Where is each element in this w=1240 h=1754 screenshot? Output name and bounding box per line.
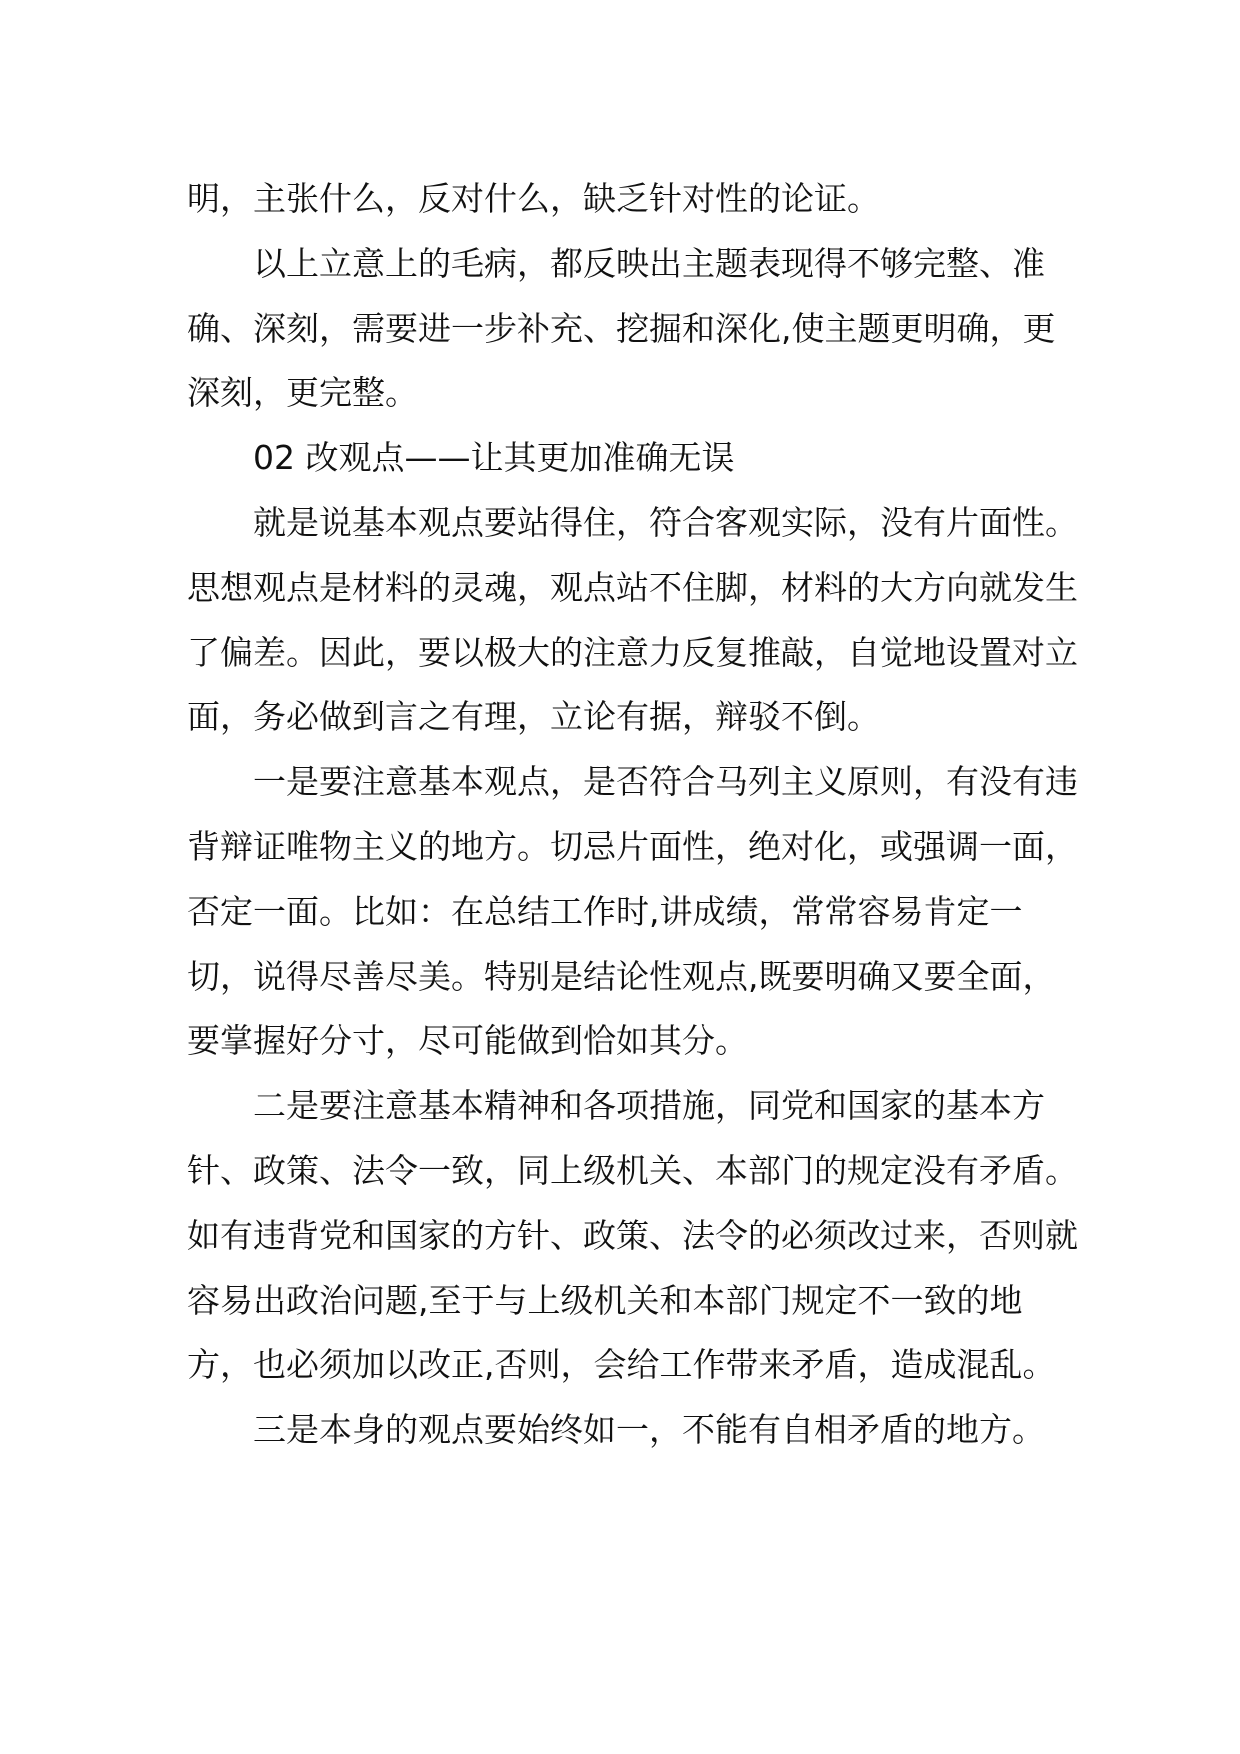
paragraph-5: 二是要注意基本精神和各项措施，同党和国家的基本方针、政策、法令一致，同上级机关、本部门的规定没有矛盾。如有违背党和国家的方针、政策、法令的必须改过来，否则就容易出政治问题,至于与上级机关和本部门规定不一致的地方，也必须加以改正,否则，会给工作带来矛盾，造成混乱。: [187, 1086, 1078, 1385]
paragraph-3: 就是说基本观点要站得住，符合客观实际，没有片面性。思想观点是材料的灵魂，观点站不住脚，材料的大方向就发生了偏差。因此，要以极大的注意力反复推敲，自觉地设置对立面，务必做到言之有理，立论有据，辩驳不倒。: [187, 502, 1078, 737]
paragraph-1: 明，主张什么，反对什么，缺乏针对性的论证。: [187, 179, 880, 218]
paragraph-2: 以上立意上的毛病，都反映出主题表现得不够完整、准确、深刻，需要进一步补充、挖掘和深化,使主题更明确，更深刻，更完整。: [187, 243, 1056, 413]
paragraph-4: 一是要注意基本观点，是否符合马列主义原则，有没有违背辩证唯物主义的地方。切忌片面性，绝对化，或强调一面，否定一面。比如：在总结工作时,讲成绩，常常容易肯定一切，说得尽善尽美。特别是结论性观点,既要明确又要全面，要掌握好分寸，尽可能做到恰如其分。: [187, 762, 1078, 1061]
document-body: [187, 167, 1087, 1463]
paragraph-6: 三是本身的观点要始终如一，不能有自相矛盾的地方。: [253, 1410, 1045, 1450]
section-heading: 02 改观点——让其更加准确无误: [253, 438, 735, 478]
